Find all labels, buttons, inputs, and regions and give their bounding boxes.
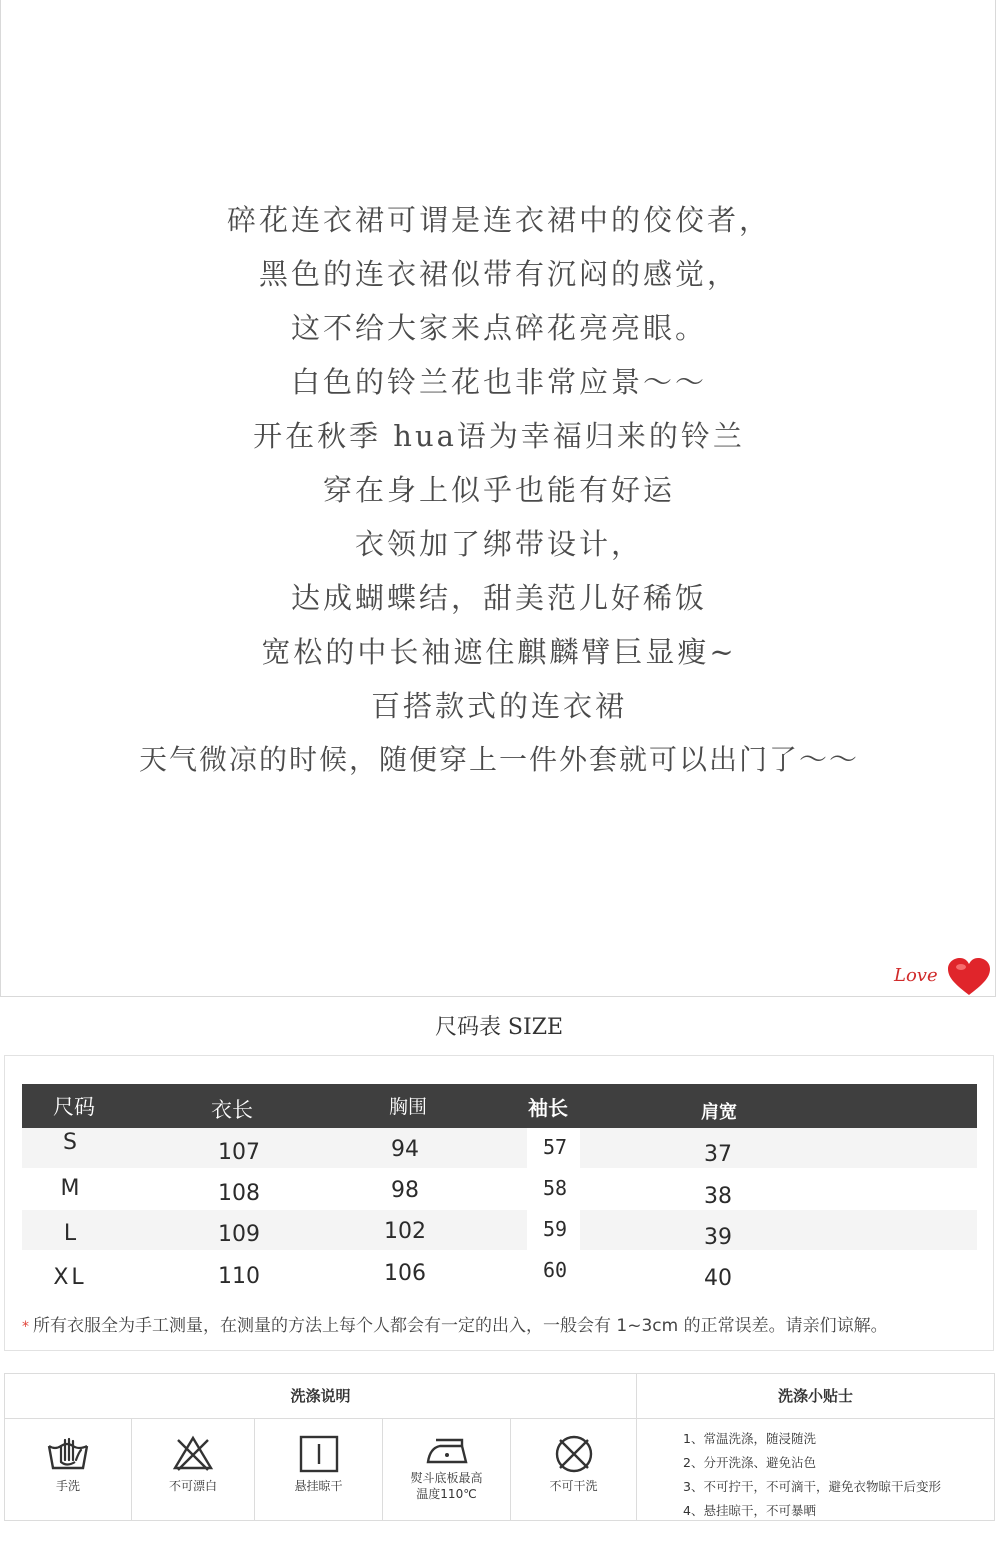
hang-dry-icon <box>296 1434 342 1474</box>
cell-size: S <box>63 1130 77 1155</box>
care-label: 熨斗底板最高 <box>410 1471 483 1485</box>
description-line: 白色的铃兰花也非常应景～～ <box>290 365 707 399</box>
cell-length: 108 <box>218 1181 260 1206</box>
cell-bust: 94 <box>391 1137 419 1162</box>
table-row-bg <box>22 1210 977 1250</box>
cell-bust: 106 <box>384 1261 426 1286</box>
cell-sleeve: 59 <box>542 1217 568 1241</box>
washing-tips-list <box>683 1427 941 1523</box>
header-length: 衣长 <box>211 1098 253 1122</box>
no-bleach-icon <box>170 1434 216 1474</box>
tip-item: 4、悬挂晾干，不可暴晒 <box>683 1503 816 1518</box>
cell-size: M <box>60 1176 80 1201</box>
divider <box>5 1418 994 1419</box>
love-logo <box>894 957 994 997</box>
description-line: 碎花连衣裙可谓是连衣裙中的佼佼者， <box>226 203 771 237</box>
description-line: 百搭款式的连衣裙 <box>370 689 627 723</box>
tip-item: 2、分开洗涤、避免沾色 <box>683 1455 816 1470</box>
iron-icon <box>422 1434 472 1468</box>
description-line: 衣领加了绑带设计， <box>354 527 643 561</box>
care-label: 不可干洗 <box>549 1479 598 1493</box>
cell-sleeve: 57 <box>542 1135 568 1159</box>
care-label: 手洗 <box>55 1479 80 1493</box>
no-dry-clean-icon <box>551 1434 597 1474</box>
description-line: 穿在身上似乎也能有好运 <box>322 473 675 507</box>
cell-size: XL <box>53 1265 87 1290</box>
care-item-hand-wash <box>5 1420 131 1520</box>
cell-bust: 102 <box>384 1219 426 1244</box>
description-line: 这不给大家来点碎花亮亮眼。 <box>290 311 707 345</box>
note-text: 所有衣服全为手工测量，在测量的方法上每个人都会有一定的出入，一般会有 1~3cm 的正常误差。请亲们谅解。 <box>33 1316 888 1336</box>
love-logo-text: Love <box>894 965 938 986</box>
header-size: 尺码 <box>53 1095 95 1119</box>
cell-bust: 98 <box>391 1178 419 1203</box>
hand-wash-icon <box>45 1434 91 1474</box>
table-row-bg <box>22 1128 977 1168</box>
washing-instructions-title: 洗涤说明 <box>290 1387 351 1405</box>
note-star: * <box>22 1319 29 1335</box>
care-item-no-bleach <box>132 1420 254 1520</box>
measurement-note <box>22 1311 888 1336</box>
description-line: 开在秋季 hua语为幸福归来的铃兰 <box>253 419 745 453</box>
cell-shoulder: 39 <box>704 1225 732 1250</box>
description-line: 天气微凉的时候，随便穿上一件外套就可以出门了～～ <box>138 743 859 776</box>
header-bust: 胸围 <box>388 1096 428 1118</box>
description-line: 黑色的连衣裙似带有沉闷的感觉， <box>258 257 739 291</box>
care-label: 悬挂晾干 <box>294 1479 343 1493</box>
cell-length: 107 <box>218 1140 260 1165</box>
care-item-iron <box>383 1420 510 1520</box>
size-chart-header <box>22 1084 977 1128</box>
cell-shoulder: 37 <box>704 1142 732 1167</box>
cell-size: L <box>63 1221 77 1246</box>
description-line: 达成蝴蝶结，甜美范儿好稀饭 <box>290 581 707 615</box>
tip-item: 1、常温洗涤，随浸随洗 <box>683 1431 816 1446</box>
header-shoulder: 肩宽 <box>701 1102 737 1123</box>
header-sleeve: 袖长 <box>528 1096 568 1120</box>
cell-sleeve: 60 <box>542 1258 568 1282</box>
care-label: 不可漂白 <box>168 1479 217 1493</box>
cell-length: 109 <box>218 1222 260 1247</box>
size-chart-title: 尺码表 SIZE <box>434 1015 564 1040</box>
care-item-hang-dry <box>255 1420 382 1520</box>
cell-shoulder: 40 <box>704 1266 732 1291</box>
tip-item: 3、不可拧干，不可滴干，避免衣物晾干后变形 <box>683 1479 941 1494</box>
cell-sleeve: 58 <box>542 1176 568 1200</box>
care-label-line2: 温度110℃ <box>416 1487 477 1501</box>
description-line: 宽松的中长袖遮住麒麟臂巨显瘦~ <box>261 635 737 669</box>
cell-shoulder: 38 <box>704 1184 732 1209</box>
cell-length: 110 <box>218 1264 260 1289</box>
heart-icon <box>946 957 992 997</box>
care-item-no-dry-clean <box>511 1420 636 1520</box>
washing-tips-title: 洗涤小贴士 <box>777 1387 853 1405</box>
